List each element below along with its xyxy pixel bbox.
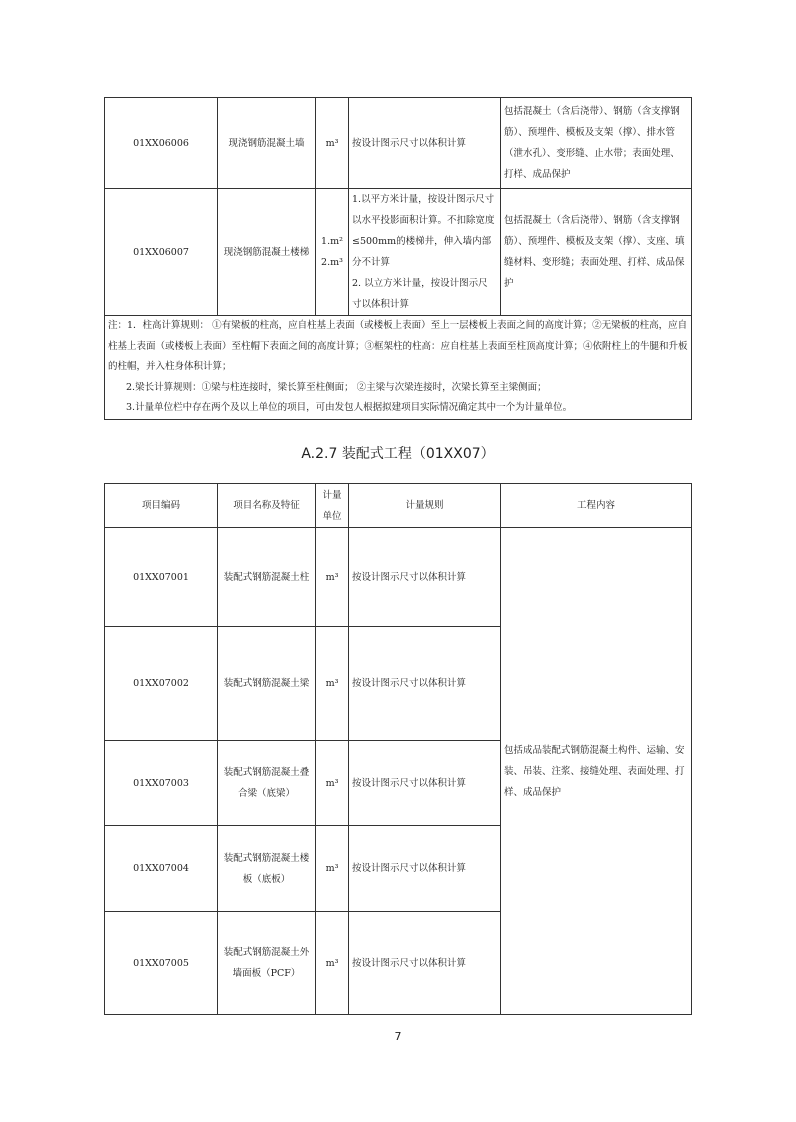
item-unit: m³ [316,741,349,826]
item-name: 装配式钢筋混凝土梁 [218,627,316,741]
item-name: 装配式钢筋混凝土外墙面板（PCF） [218,912,316,1015]
item-name: 现浇钢筋混凝土楼梯 [218,189,316,316]
table-header-row [105,484,692,528]
item-rule: 按设计图示尺寸以体积计算 [349,98,501,189]
measurement-table-continued [104,97,692,420]
item-rule: 按设计图示尺寸以体积计算 [349,627,501,741]
item-name: 装配式钢筋混凝土楼板（底板） [218,826,316,912]
item-rule: 按设计图示尺寸以体积计算 [349,528,501,627]
item-rule: 按设计图示尺寸以体积计算 [349,741,501,826]
item-name: 装配式钢筋混凝土柱 [218,528,316,627]
section-title: A.2.7 装配式工程（01XX07） [301,446,495,462]
table-note-row [105,316,692,420]
shared-content: 包括成品装配式钢筋混凝土构件、运输、安装、吊装、注浆、接缝处理、表面处理、打样、成品保护 [501,528,692,1015]
item-unit: m³ [316,826,349,912]
item-rule: 按设计图示尺寸以体积计算 [349,912,501,1015]
item-unit: 1.m² 2.m³ [316,189,349,316]
note-line-2: 2.梁长计算规则：①梁与柱连接时，梁长算至柱侧面； ②主梁与次梁连接时，次梁长算至主梁侧面； [126,381,547,393]
table-row [105,189,692,316]
item-unit: m³ [316,98,349,189]
note-line-1: 注：1．柱高计算规则： ①有梁板的柱高，应自柱基上表面（或楼板上表面）至上一层楼板上表面之间的高度计算；②无梁板的柱高，应自柱基上表面（或楼板上表面）至柱帽下表面之间的高度计算；③框架柱的柱高：应自柱基上表面至柱顶高度计算；④依附柱上的牛腿和升板的柱帽，并入柱身体积计算； [108,320,688,373]
item-name: 现浇钢筋混凝土墙 [218,98,316,189]
header-rule: 计量规则 [349,484,501,528]
prefab-engineering-table [104,483,692,1015]
item-unit: m³ [316,912,349,1015]
table-note [105,316,692,420]
table-row [105,528,692,627]
item-code: 01XX06007 [105,189,218,316]
item-unit: m³ [316,528,349,627]
header-name: 项目名称及特征 [218,484,316,528]
item-code: 01XX07004 [105,826,218,912]
item-content: 包括混凝土（含后浇带）、钢筋（含支撑钢筋）、预埋件、模板及支架（撑）、支座、填缝材料、变形缝；表面处理、打样、成品保护 [501,189,692,316]
item-rule: 按设计图示尺寸以体积计算 [349,826,501,912]
note-line-3: 3.计量单位栏中存在两个及以上单位的项目，可由发包人根据拟建项目实际情况确定其中一个为计量单位。 [126,402,573,414]
item-name: 装配式钢筋混凝土叠合梁（底梁） [218,741,316,826]
item-rule: 1.以平方米计量，按设计图示尺寸以水平投影面积计算。不扣除宽度≤500mm的楼梯井，伸入墙内部分不计算 2. 以立方米计量，按设计图示尺寸以体积计算 [349,189,501,316]
item-code: 01XX07005 [105,912,218,1015]
header-content: 工程内容 [501,484,692,528]
item-unit: m³ [316,627,349,741]
header-code: 项目编码 [105,484,218,528]
item-code: 01XX07002 [105,627,218,741]
item-code: 01XX07001 [105,528,218,627]
table-row [105,98,692,189]
item-code: 01XX06006 [105,98,218,189]
page-number: 7 [394,1030,402,1043]
header-unit: 计量 单位 [316,484,349,528]
item-code: 01XX07003 [105,741,218,826]
item-content: 包括混凝土（含后浇带）、钢筋（含支撑钢筋）、预埋件、模板及支架（撑）、排水管（泄水孔）、变形缝、止水带；表面处理、打样、成品保护 [501,98,692,189]
